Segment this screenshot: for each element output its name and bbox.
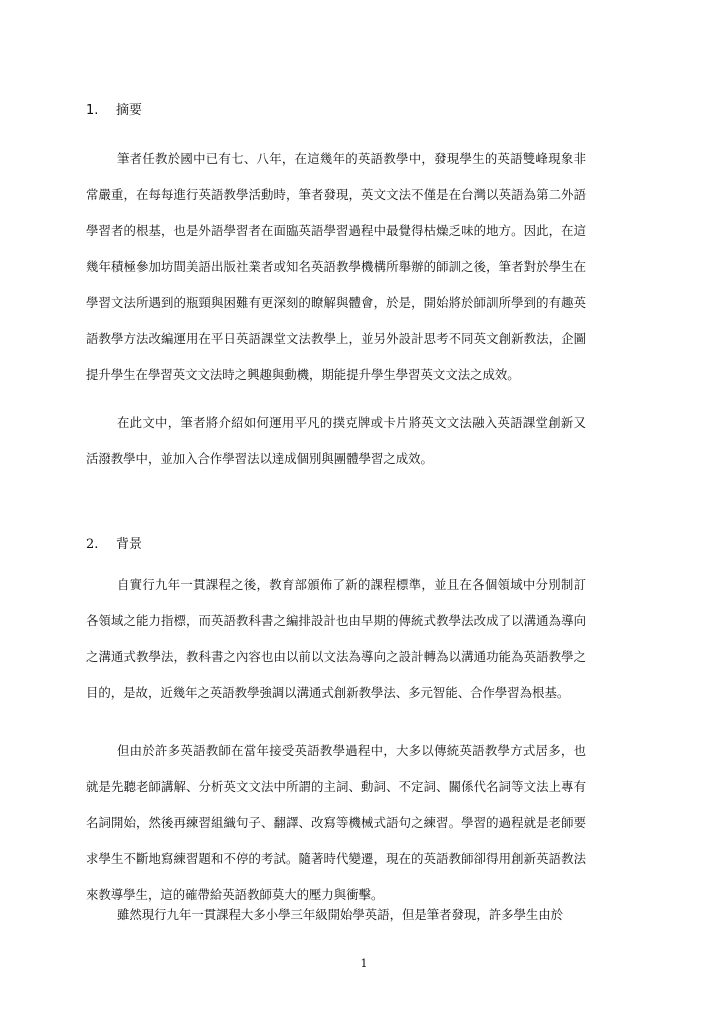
- section-heading-background: [86, 537, 142, 553]
- page-number: 1: [360, 957, 368, 970]
- paragraph: 雖然現行九年一貫課程大多小學三年級開始學英語，但是筆者發現，許多學生由於: [117, 907, 564, 922]
- paragraph: 在此文中，筆者將介紹如何運用平凡的撲克牌或卡片將英文文法融入英語課堂創新又活潑教學中，並加入合作學習法以達成個別與團體學習之成效。: [86, 415, 586, 466]
- paragraph: 自實行九年一貫課程之後，教育部頒佈了新的課程標準，並且在各個領域中分別制訂各領域之能力指標，而英語教科書之編排設計也由早期的傳統式教學法改成了以溝通為導向之溝通式教學法，教科書之內容也由以前以文法為導向之設計轉為以溝通功能為英語教學之目的，是故，近幾年之英語教學強調以溝通式創新教學法、多元智能、合作學習為根基。: [86, 577, 586, 700]
- section-number: 2.: [86, 537, 99, 552]
- section-title: 摘要: [116, 103, 143, 118]
- section-title: 背景: [116, 537, 143, 552]
- section-heading-abstract: [86, 103, 142, 119]
- paragraph: 筆者任教於國中已有七、八年，在這幾年的英語教學中，發現學生的英語雙峰現象非常嚴重，在每每進行英語教學活動時，筆者發現，英文文法不僅是在台灣以英語為第二外語學習者的根基，也是外語學習者在面臨英語學習過程中最覺得枯燥乏味的地方。因此，在這幾年積極參加坊間美語出版社業者或知名英語教學機構所舉辦的師訓之後，筆者對於學生在學習文法所遇到的瓶頸與困難有更深刻的瞭解與體會，於是，開始將於師訓所學到的有趣英語教學方法改編運用在平日英語課堂文法教學上，並另外設計思考不同英文創新教法，企圖提升學生在學習英文文法時之興趣與動機，期能提升學生學習英文文法之成效。: [86, 151, 586, 382]
- paragraph: 但由於許多英語教師在當年接受英語教學過程中，大多以傳統英語教學方式居多，也就是先聽老師講解、分析英文文法中所謂的主詞、動詞、不定詞、關係代名詞等文法上專有名詞開始，然後再練習組織句子、翻譯、改寫等機械式語句之練習。學習的過程就是老師要求學生不斷地寫練習題和不停的考試。隨著時代變遷，現在的英語教師卻得用創新英語教法來教導學生，這的確帶給英語教師莫大的壓力與衝擊。: [86, 743, 586, 902]
- section-number: 1.: [86, 103, 99, 118]
